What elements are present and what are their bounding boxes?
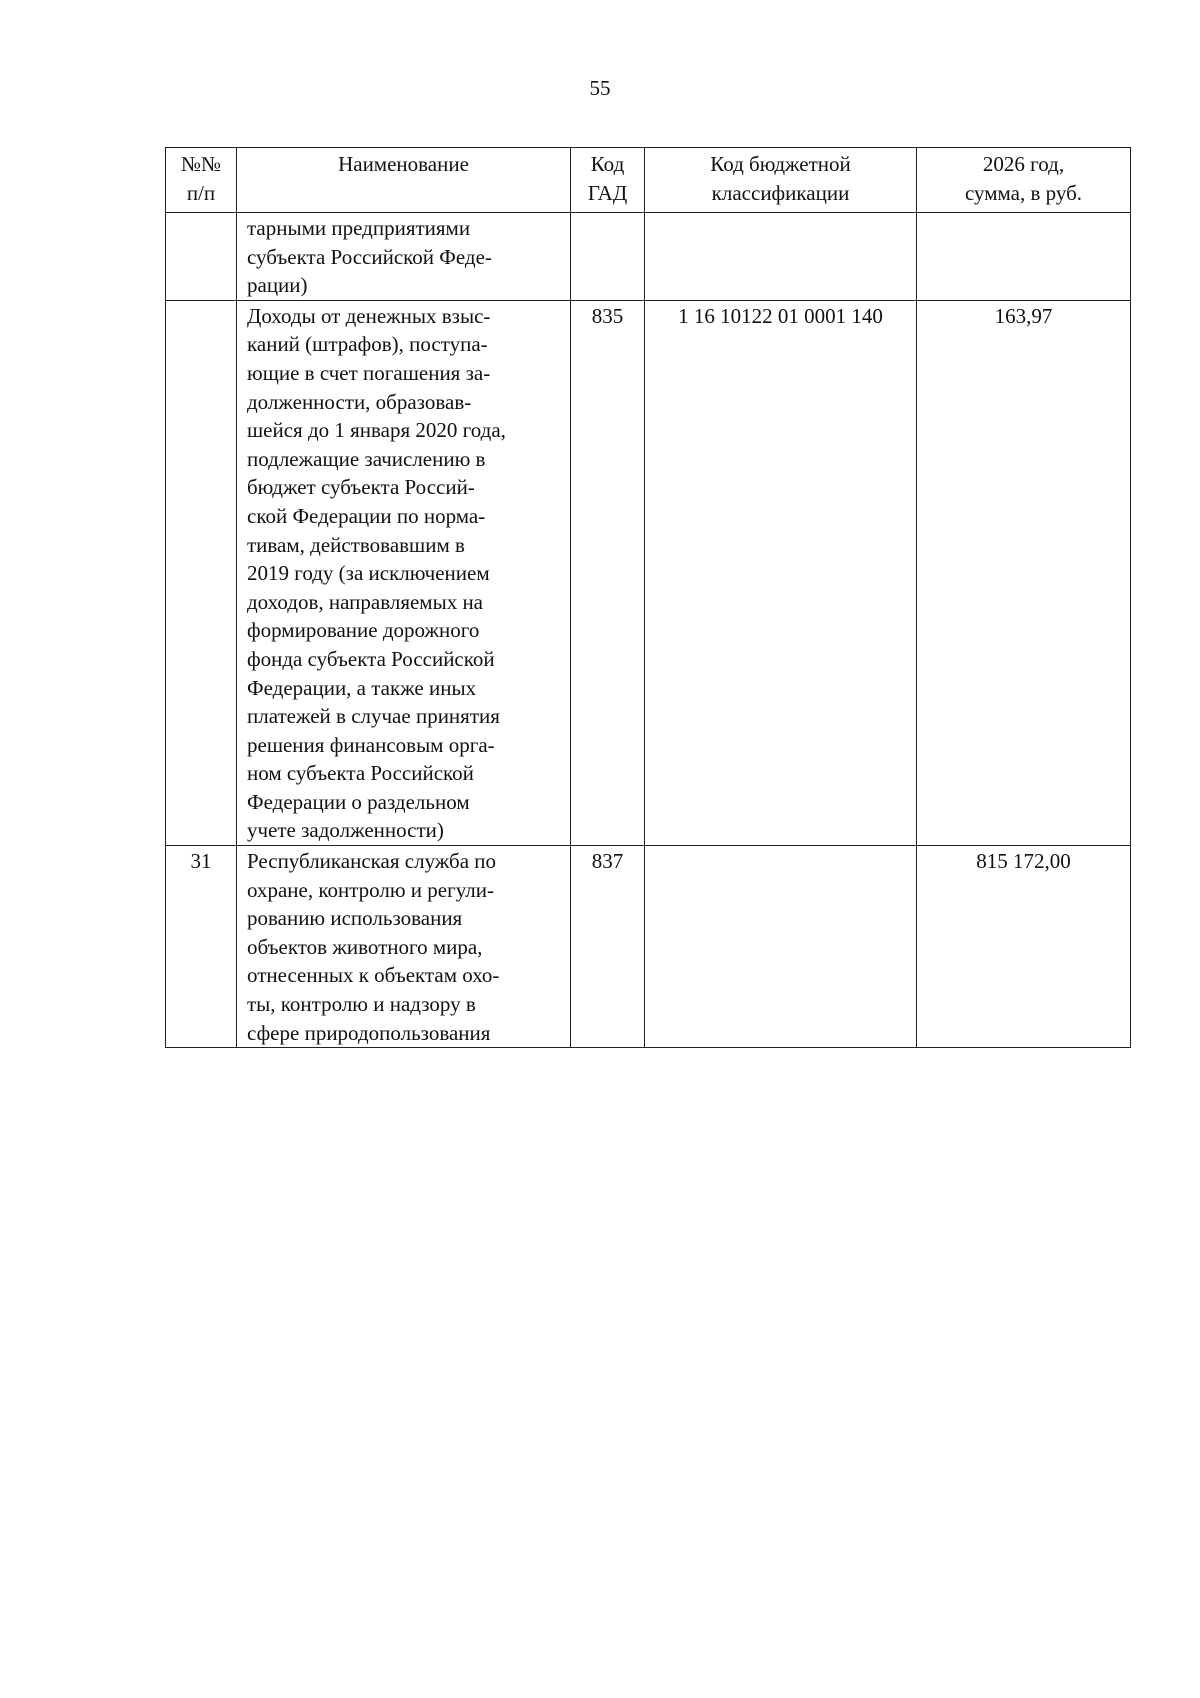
- row-number-cell: [166, 846, 237, 1048]
- header-line: Наименование: [338, 152, 469, 176]
- name-line: Доходы от денежных взыс-: [247, 303, 491, 328]
- name-cell: [237, 846, 571, 1048]
- budget-code: [645, 846, 916, 847]
- name-cell: [237, 300, 571, 845]
- name-line: платежей в случае принятия: [247, 704, 500, 729]
- gad-code: 835: [591, 303, 624, 328]
- header-row-number: [166, 148, 237, 213]
- table-row: [166, 213, 1131, 301]
- header-line: Код: [590, 152, 625, 176]
- table-row: [166, 846, 1131, 1048]
- name-line: ном субъекта Российской: [247, 761, 474, 786]
- row-number-cell: [166, 213, 237, 301]
- amount: [917, 213, 1130, 214]
- amount-cell: [917, 300, 1131, 845]
- name-line: 2019 году (за исключением: [247, 561, 490, 586]
- row-number: [166, 213, 236, 214]
- name-line: каний (штрафов), поступа-: [247, 332, 488, 357]
- name-line: сфере природопользования: [247, 1020, 491, 1045]
- header-line: п/п: [186, 180, 216, 205]
- row-number-cell: [166, 300, 237, 845]
- budget-code-cell: [645, 846, 917, 1048]
- header-name: [237, 148, 571, 213]
- name-line: ты, контролю и надзору в: [247, 992, 476, 1017]
- name-line: Федерации о раздельном: [247, 789, 470, 814]
- budget-revenue-table: [165, 147, 1131, 1048]
- name-line: отнесенных к объектам охо-: [247, 963, 500, 988]
- gad-code: [571, 213, 644, 214]
- name-line: решения финансовым орга-: [247, 732, 495, 757]
- table-header-row: [166, 148, 1131, 213]
- header-line: №№: [180, 152, 222, 176]
- budget-code: [645, 213, 916, 214]
- header-gad-code: [571, 148, 645, 213]
- gad-code-cell: [571, 846, 645, 1048]
- name-line: учете задолженности): [247, 818, 444, 843]
- header-amount-2026: [917, 148, 1131, 213]
- name-line: Федерации, а также иных: [247, 675, 477, 700]
- name-line: долженности, образовав-: [247, 389, 472, 414]
- name-line: объектов животного мира,: [247, 934, 483, 959]
- header-line: классификации: [711, 180, 850, 205]
- amount: 163,97: [994, 303, 1053, 328]
- name-line: охране, контролю и регули-: [247, 877, 495, 902]
- header-line: ГАД: [587, 180, 628, 205]
- name-line: тарными предприятиями: [247, 216, 471, 240]
- page-number: 55: [589, 76, 611, 100]
- name-line: Республиканская служба по: [247, 849, 497, 874]
- name-line: доходов, направляемых на: [247, 589, 484, 614]
- name-line: шейся до 1 января 2020 года,: [247, 418, 506, 443]
- name-line: рованию использования: [247, 906, 463, 931]
- amount: 815 172,00: [976, 849, 1071, 874]
- name-line: рации): [247, 273, 308, 298]
- gad-code-cell: [571, 300, 645, 845]
- amount-cell: [917, 213, 1131, 301]
- header-line: Код бюджетной: [710, 152, 851, 176]
- name-line: ющие в счет погашения за-: [247, 360, 491, 385]
- budget-code: 1 16 10122 01 0001 140: [678, 303, 883, 328]
- gad-code-cell: [571, 213, 645, 301]
- amount-cell: [917, 846, 1131, 1048]
- header-budget-classification-code: [645, 148, 917, 213]
- budget-code-cell: [645, 300, 917, 845]
- name-line: бюджет субъекта Россий-: [247, 475, 475, 500]
- name-line: формирование дорожного: [247, 618, 480, 643]
- budget-code-cell: [645, 213, 917, 301]
- name-line: тивам, действовавшим в: [247, 532, 465, 557]
- name-line: фонда субъекта Российской: [247, 646, 495, 671]
- header-line: 2026 год,: [982, 152, 1065, 176]
- gad-code: 837: [591, 849, 624, 874]
- table-row: [166, 300, 1131, 845]
- row-number: 31: [190, 849, 212, 874]
- row-number: [166, 301, 236, 302]
- header-line: сумма, в руб.: [964, 180, 1083, 205]
- name-line: ской Федерации по норма-: [247, 503, 486, 528]
- name-line: субъекта Российской Феде-: [247, 244, 492, 269]
- name-line: подлежащие зачислению в: [247, 446, 486, 471]
- name-cell: [237, 213, 571, 301]
